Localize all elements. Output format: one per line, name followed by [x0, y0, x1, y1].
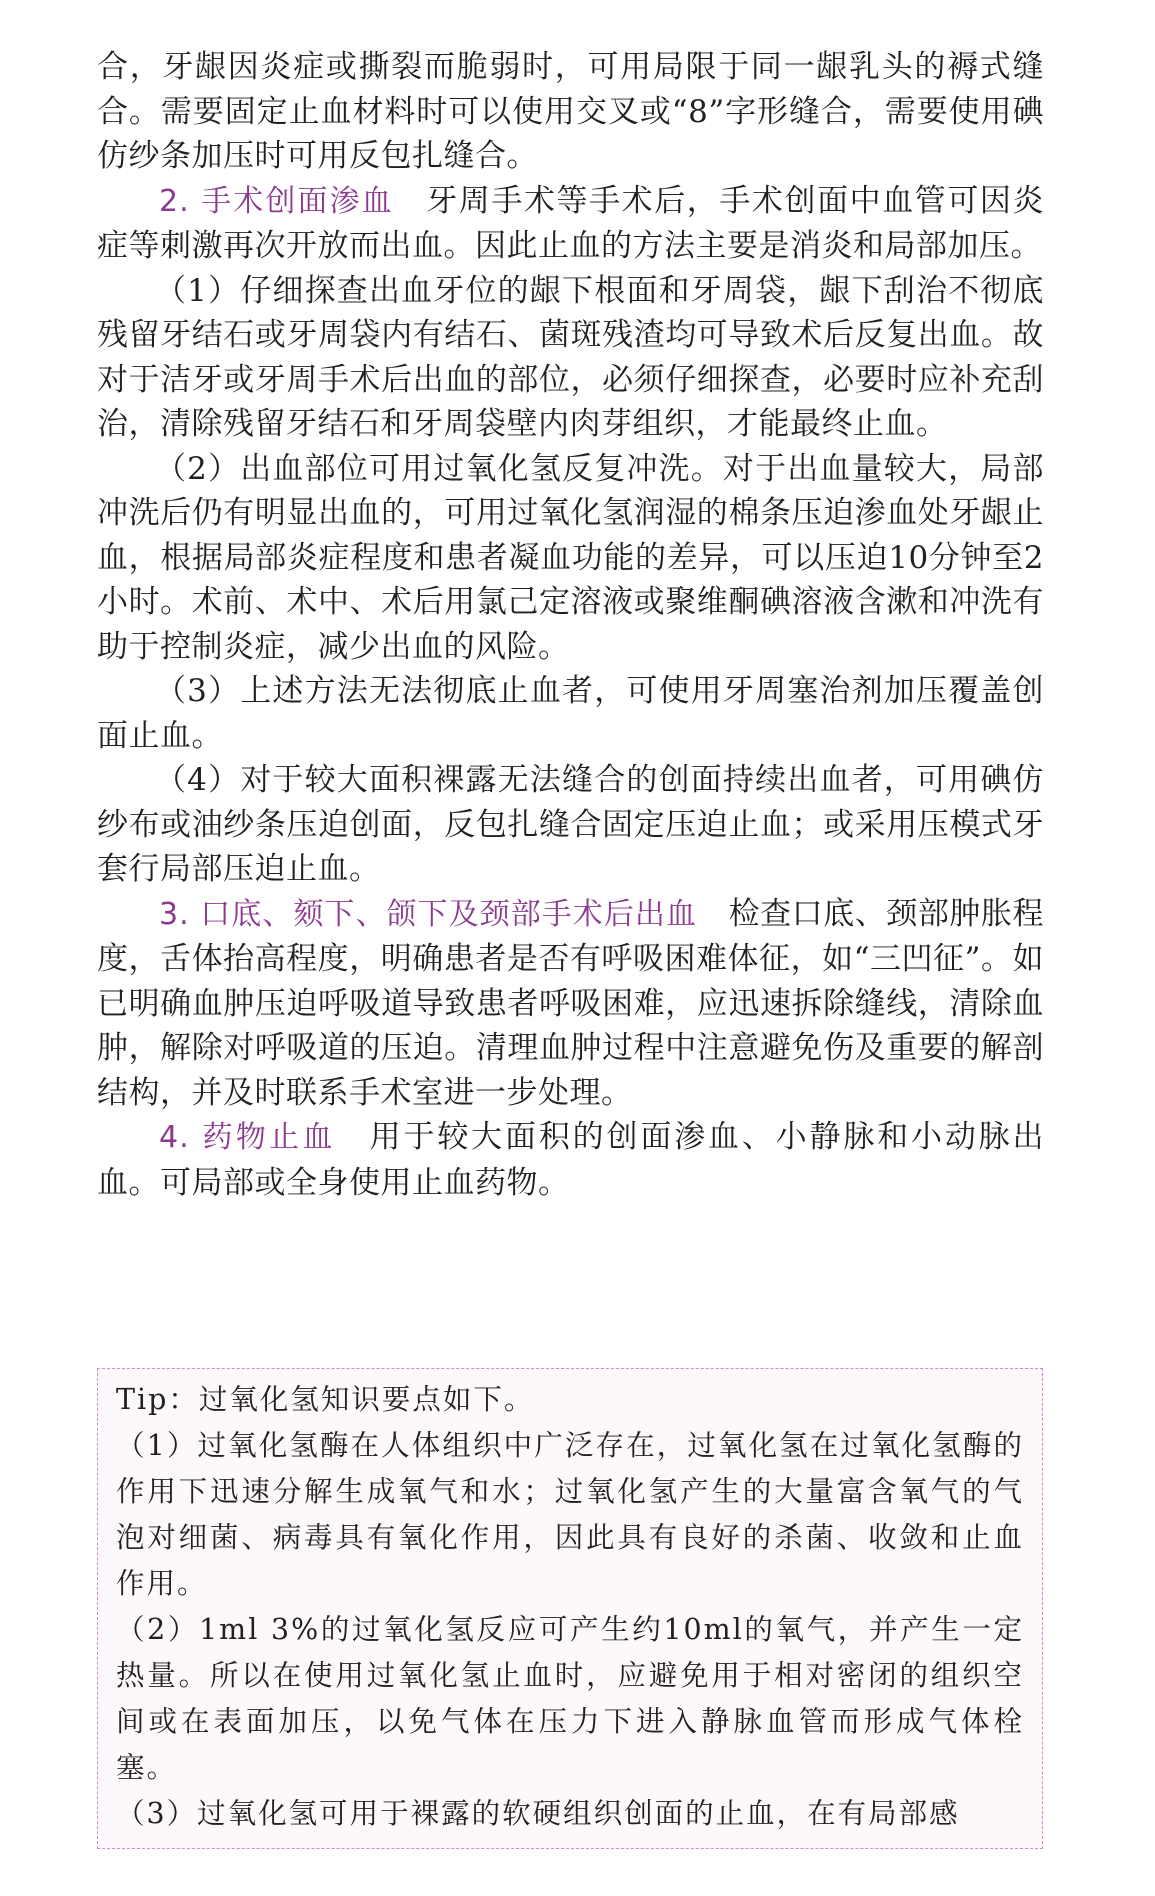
section-2-item-4: （4）对于较大面积裸露无法缝合的创面持续出血者，可用碘仿纱布或油纱条压迫创面，反包扎缝合固定压迫止血；或采用压模式牙套行局部压迫止血。 — [97, 762, 1044, 887]
section-3-heading: 3. 口底、颏下、颌下及颈部手术后出血 — [159, 896, 697, 932]
section-3-body: 检查口底、颈部肿胀程度，舌体抬高程度，明确患者是否有呼吸困难体征，如“三凹征”。如已明确血肿压迫呼吸道导致患者呼吸困难，应迅速拆除缝线，清除血肿，解除对呼吸道的压迫。清理血肿过程中注意避免伤及重要的解剖结构，并及时联系手术室进一步处理。 — [97, 895, 1045, 1111]
section-4-body: 用于较大面积的创面渗血、小静脉和小动脉出血。可局部或全身使用止血药物。 — [97, 1119, 1044, 1201]
section-2-item-2: （2）出血部位可用过氧化氢反复冲洗。对于出血量较大，局部冲洗后仍有明显出血的，可用过氧化氢润湿的棉条压迫渗血处牙龈止血，根据局部炎症程度和患者凝血功能的差异，可以压迫10分钟至2小时。术前、术中、术后用氯己定溶液或聚维酮碘溶液含漱和冲洗有助于控制炎症，减少出血的风险。 — [97, 450, 1044, 665]
main-text — [97, 45, 1044, 1205]
tip-item-3: （3）过氧化氢可用于裸露的软硬组织创面的止血，在有局部感 — [116, 1797, 960, 1830]
section-2-item-3: （3）上述方法无法彻底止血者，可使用牙周塞治剂加压覆盖创面止血。 — [97, 673, 1044, 754]
section-2-heading: 2. 手术创面渗血 — [159, 183, 394, 219]
tip-title: Tip：过氧化氢知识要点如下。 — [116, 1383, 535, 1416]
section-2-item-1: （1）仔细探查出血牙位的龈下根面和牙周袋，龈下刮治不彻底残留牙结石或牙周袋内有结石、菌斑残渣均可导致术后反复出血。故对于洁牙或牙周手术后出血的部位，必须仔细探查，必要时应补充刮治，清除残留牙结石和牙周袋壁内肉芽组织，才能最终止血。 — [97, 272, 1044, 442]
section-2-paragraph — [97, 179, 1044, 269]
tip-item-2: （2）1ml 3%的过氧化氢反应可产生约10ml的氧气，并产生一定热量。所以在使用过氧化氢止血时，应避免用于相对密闭的组织空间或在表面加压，以免气体在压力下进入静脉血管而形成气体栓塞。 — [116, 1613, 1024, 1784]
tip-box — [97, 1368, 1043, 1849]
section-2-body: 牙周手术等手术后，手术创面中血管可因炎症等刺激再次开放而出血。因此止血的方法主要是消炎和局部加压。 — [97, 182, 1044, 264]
section-4-paragraph — [97, 1115, 1044, 1205]
section-4-heading: 4. 药物止血 — [159, 1120, 336, 1155]
tip-item-1: （1）过氧化氢酶在人体组织中广泛存在，过氧化氢在过氧化氢酶的作用下迅速分解生成氧气和水；过氧化氢产生的大量富含氧气的气泡对细菌、病毒具有氧化作用，因此具有良好的杀菌、收敛和止血作用。 — [116, 1429, 1024, 1600]
section-3-paragraph — [97, 892, 1044, 1116]
paragraph-suture: 合，牙龈因炎症或撕裂而脆弱时，可用局限于同一龈乳头的褥式缝合。需要固定止血材料时可以使用交叉或“8”字形缝合，需要使用碘仿纱条加压时可用反包扎缝合。 — [97, 49, 1044, 174]
